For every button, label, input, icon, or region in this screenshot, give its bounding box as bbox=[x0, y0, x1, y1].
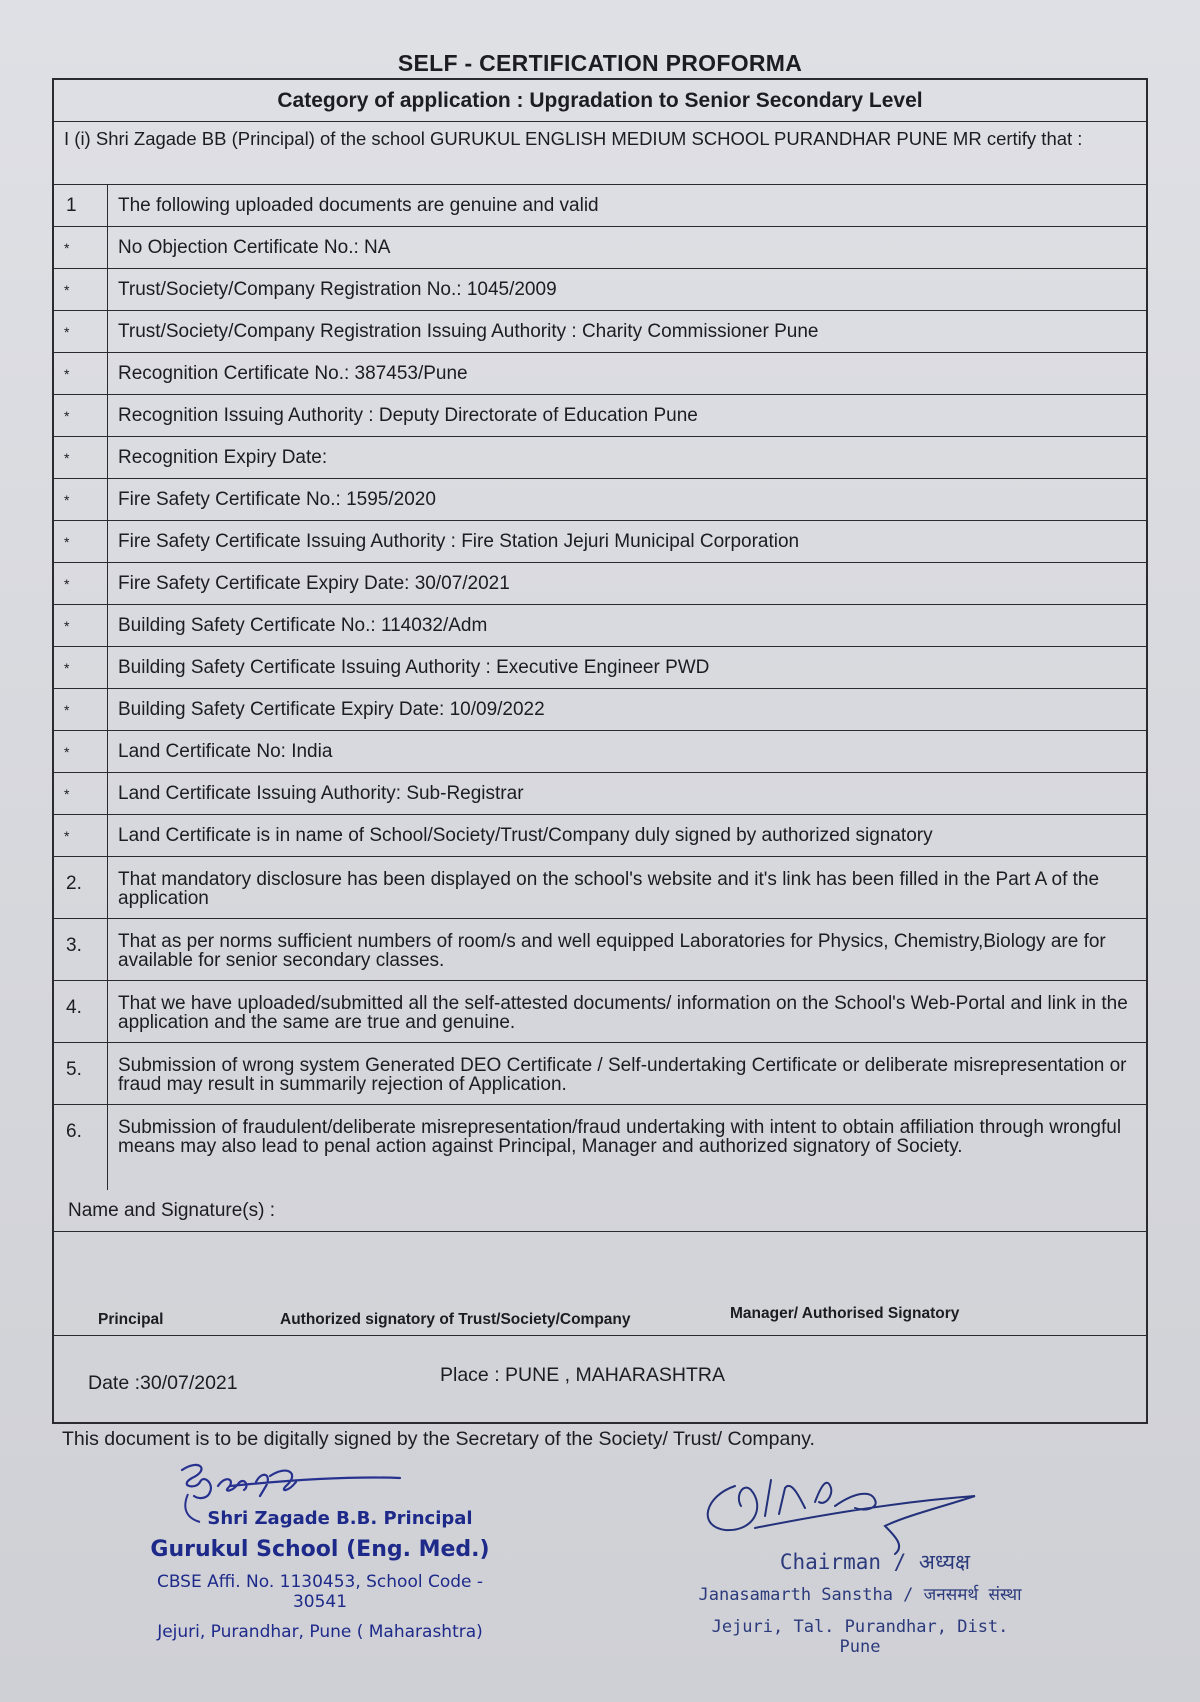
signatures-label: Name and Signature(s) : bbox=[54, 1190, 1146, 1232]
stamp-affiliation: CBSE Affi. No. 1130453, School Code - 30541 bbox=[156, 1572, 484, 1612]
trust-stamp bbox=[690, 1548, 1030, 1657]
item-row bbox=[54, 857, 1146, 919]
item-number: * bbox=[54, 563, 108, 604]
stamp-trust-address: Jejuri, Tal. Purandhar, Dist. Pune bbox=[711, 1617, 1009, 1657]
signatories-row bbox=[54, 1232, 1146, 1336]
item-row bbox=[54, 773, 1146, 815]
item-text: Recognition Certificate No.: 387453/Pune bbox=[118, 362, 468, 384]
item-row bbox=[54, 563, 1146, 605]
item-row bbox=[54, 311, 1146, 353]
item-number: * bbox=[54, 437, 108, 478]
item-text: Fire Safety Certificate Expiry Date: 30/07/2021 bbox=[118, 572, 510, 594]
item-row bbox=[54, 919, 1146, 981]
item-text: Fire Safety Certificate Issuing Authority : Fire Station Jejuri Municipal Corporation bbox=[118, 530, 800, 552]
item-text: Land Certificate Issuing Authority: Sub-Registrar bbox=[118, 782, 524, 804]
item-text: No Objection Certificate No.: NA bbox=[118, 236, 391, 258]
item-row bbox=[54, 731, 1146, 773]
item-number: * bbox=[54, 395, 108, 436]
item-text: Building Safety Certificate Issuing Authority : Executive Engineer PWD bbox=[118, 656, 710, 678]
item-text: That we have uploaded/submitted all the self-attested documents/ information on the School's Web-Portal and link in the application and the same are true and genuine. bbox=[118, 993, 1128, 1033]
item-row bbox=[54, 1043, 1146, 1105]
proforma-table bbox=[52, 78, 1148, 1424]
intro-row: I (i) Shri Zagade BB (Principal) of the school GURUKUL ENGLISH MEDIUM SCHOOL PURANDHAR PUNE MR certify that : bbox=[54, 122, 1146, 185]
item-text: Trust/Society/Company Registration No.: 1045/2009 bbox=[118, 278, 557, 300]
item-number: * bbox=[54, 227, 108, 268]
item-text: Trust/Society/Company Registration Issuing Authority : Charity Commissioner Pune bbox=[118, 320, 819, 342]
item-number: * bbox=[54, 311, 108, 352]
date-text: Date :30/07/2021 bbox=[88, 1372, 238, 1394]
item-number: 6. bbox=[54, 1105, 108, 1190]
item-text: Building Safety Certificate No.: 114032/Adm bbox=[118, 614, 488, 636]
item-row bbox=[54, 185, 1146, 227]
item-row bbox=[54, 689, 1146, 731]
category-row: Category of application : Upgradation to Senior Secondary Level bbox=[54, 80, 1146, 122]
item-row bbox=[54, 227, 1146, 269]
item-row bbox=[54, 647, 1146, 689]
school-stamp bbox=[140, 1508, 500, 1642]
item-text: Submission of wrong system Generated DEO Certificate / Self-undertaking Certificate or deliberate misrepresentation or fraud may result in summarily rejection of Application. bbox=[118, 1055, 1127, 1095]
item-text: Recognition Expiry Date: bbox=[118, 446, 328, 468]
manager-label: Manager/ Authorised Signatory bbox=[730, 1305, 960, 1322]
item-row bbox=[54, 395, 1146, 437]
stamp-address: Jejuri, Purandhar, Pune ( Maharashtra) bbox=[157, 1622, 483, 1642]
item-text: That as per norms sufficient numbers of room/s and well equipped Laboratories for Physics, Chemistry,Biology are for available for senior secondary classes. bbox=[118, 931, 1106, 971]
item-number: * bbox=[54, 479, 108, 520]
item-number: * bbox=[54, 689, 108, 730]
item-text: That mandatory disclosure has been displayed on the school's website and it's link has been filled in the Part A of the application bbox=[118, 869, 1100, 909]
item-number: 1 bbox=[54, 185, 108, 226]
item-row bbox=[54, 353, 1146, 395]
date-place-row bbox=[54, 1336, 1146, 1422]
item-number: 3. bbox=[54, 919, 108, 980]
document-title: SELF - CERTIFICATION PROFORMA bbox=[397, 50, 803, 76]
item-text: Building Safety Certificate Expiry Date: 10/09/2022 bbox=[118, 698, 545, 720]
item-number: 5. bbox=[54, 1043, 108, 1104]
item-row bbox=[54, 1105, 1146, 1190]
item-text: Land Certificate is in name of School/Society/Trust/Company duly signed by authorized signatory bbox=[118, 824, 933, 846]
item-number: * bbox=[54, 353, 108, 394]
item-row bbox=[54, 479, 1146, 521]
item-text: Land Certificate No: India bbox=[118, 740, 333, 762]
item-row bbox=[54, 269, 1146, 311]
item-row bbox=[54, 521, 1146, 563]
item-number: 4. bbox=[54, 981, 108, 1042]
item-row bbox=[54, 437, 1146, 479]
stamp-name: Shri Zagade B.B. Principal bbox=[207, 1508, 473, 1529]
item-number: * bbox=[54, 731, 108, 772]
item-row bbox=[54, 605, 1146, 647]
item-number: * bbox=[54, 815, 108, 856]
stamp-sanstha: Janasamarth Sanstha / जनसमर्थ संस्था bbox=[698, 1585, 1022, 1605]
item-row bbox=[54, 815, 1146, 857]
item-number: * bbox=[54, 521, 108, 562]
stamp-chairman: Chairman / अध्यक्ष bbox=[779, 1550, 971, 1574]
item-number: * bbox=[54, 269, 108, 310]
item-number: * bbox=[54, 605, 108, 646]
item-number: 2. bbox=[54, 857, 108, 918]
item-text: The following uploaded documents are genuine and valid bbox=[118, 194, 599, 216]
chairman-signature bbox=[695, 1466, 985, 1556]
item-text: Submission of fraudulent/deliberate misrepresentation/fraud undertaking with intent to obtain affiliation through wrongful means may also lead to penal action against Principal, Manager and authorized signatory of Society. bbox=[118, 1117, 1122, 1157]
authorized-signatory-label: Authorized signatory of Trust/Society/Company bbox=[280, 1311, 631, 1328]
item-number: * bbox=[54, 647, 108, 688]
item-row bbox=[54, 981, 1146, 1043]
principal-label: Principal bbox=[98, 1311, 164, 1328]
place-text: Place : PUNE , MAHARASHTRA bbox=[440, 1364, 725, 1386]
items-list bbox=[54, 185, 1146, 1190]
item-number: * bbox=[54, 773, 108, 814]
footer-note: This document is to be digitally signed by the Secretary of the Society/ Trust/ Company. bbox=[62, 1428, 815, 1450]
item-text: Recognition Issuing Authority : Deputy Directorate of Education Pune bbox=[118, 404, 698, 426]
item-text: Fire Safety Certificate No.: 1595/2020 bbox=[118, 488, 436, 510]
stamp-school: Gurukul School (Eng. Med.) bbox=[150, 1537, 490, 1562]
